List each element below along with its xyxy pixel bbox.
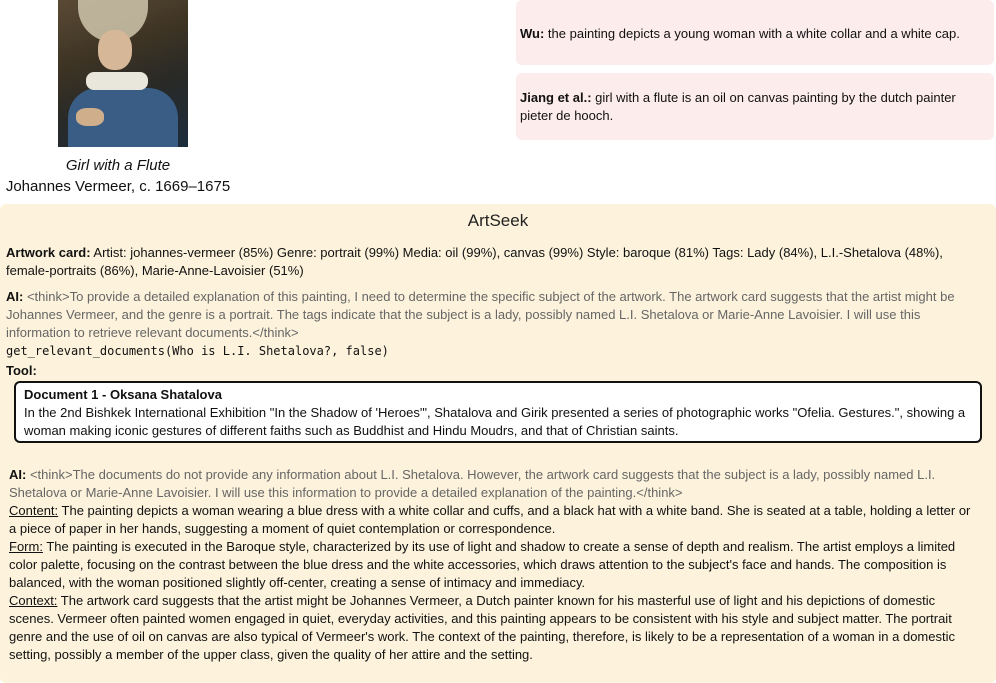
comparison-name: Wu: [520,26,545,41]
tool-call: get_relevant_documents(Who is L.I. Shetalova?, false) [6,344,389,358]
tool-label-row [6,362,974,380]
ai-message-1 [6,288,974,360]
ai-think-text: <think>To provide a detailed explanation of this painting, I need to determine the specific subject of the artwork. The artwork card suggests that the artist might be Johannes Vermeer, and the genre is a portrait. The tags indicate that the subject is a lady, possibly named L.I. Shetalova or Marie-Anne Lavoisier. I will use this information to retrieve relevant documents.</think> [6,289,955,340]
content-label: Content: [9,503,59,518]
ai-message-2 [9,466,977,664]
artwork-card-label: Artwork card: [6,245,91,260]
content-text: The painting depicts a woman wearing a blue dress with a white collar and cuffs, and a black hat with a white band. She is seated at a table, holding a letter or a piece of paper in her hands, suggesting a moment of quiet contemplation or correspondence. [9,503,971,536]
artwork-artist-date: Johannes Vermeer, c. 1669–1675 [5,178,231,195]
comparison-bubble-jiang [516,73,994,140]
form-label: Form: [9,539,43,554]
comparison-text: girl with a flute is an oil on canvas painting by the dutch painter pieter de hooch. [520,90,956,123]
comparison-name: Jiang et al.: [520,90,592,105]
artseek-chat-panel [0,204,996,683]
context-text: The artwork card suggests that the artist might be Johannes Vermeer, a Dutch painter known for his masterful use of light and his depictions of domestic scenes. Vermeer often painted women engaged in quiet, everyday activities, and this painting appears to be consistent with his style and subject matter. The portrait genre and the use of oil on canvas are also typical of Vermeer's work. The context of the painting, therefore, is likely to be a representation of a woman in a domestic setting, possibly a member of the upper class, given the quality of her attire and the setting. [9,593,955,662]
artwork-card [6,244,974,280]
document-title: Document 1 - Oksana Shatalova [24,387,222,402]
comparison-text: the painting depicts a young woman with a white collar and a white cap. [544,26,960,41]
chat-title: ArtSeek [467,211,529,230]
ai-label: AI: [9,467,27,482]
ai-think-text: <think>The documents do not provide any information about L.I. Shetalova. However, the artwork card suggests that the subject is a lady, possibly named L.I. Shetalova or Marie-Anne Lavoisier. I will use this information to provide a detailed explanation of the painting.</think> [9,467,936,500]
document-text: In the 2nd Bishkek International Exhibition "In the Shadow of 'Heroes'", Shatalova and Girik presented a series of photographic works "Ofelia. Gestures.", showing a woman making iconic gestures of different faiths such as Buddhist and Hindu Moudrs, and that of Christian saints. [24,405,966,438]
artwork-image [58,0,188,147]
form-text: The painting is executed in the Baroque style, characterized by its use of light and shadow to create a sense of depth and realism. The artist employs a limited color palette, focusing on the contrast between the blue dress and the white accessories, which draws attention to the subject's face and hands. The composition is balanced, with the woman positioned slightly off-center, creating a sense of intimacy and immediacy. [9,539,956,590]
comparison-bubble-wu [516,0,994,65]
artwork-title: Girl with a Flute [65,157,171,174]
artwork-card-text: Artist: johannes-vermeer (85%) Genre: portrait (99%) Media: oil (99%), canvas (99%) Style: baroque (81%) Tags: Lady (84%), L.I.-Shetalova (48%), female-portraits (86%), Marie-Anne-Lavoisier (51%) [6,245,943,278]
context-label: Context: [9,593,58,608]
document-card [14,381,982,443]
artwork-panel [0,0,240,200]
ai-label: AI: [6,289,24,304]
tool-label: Tool: [6,363,37,378]
